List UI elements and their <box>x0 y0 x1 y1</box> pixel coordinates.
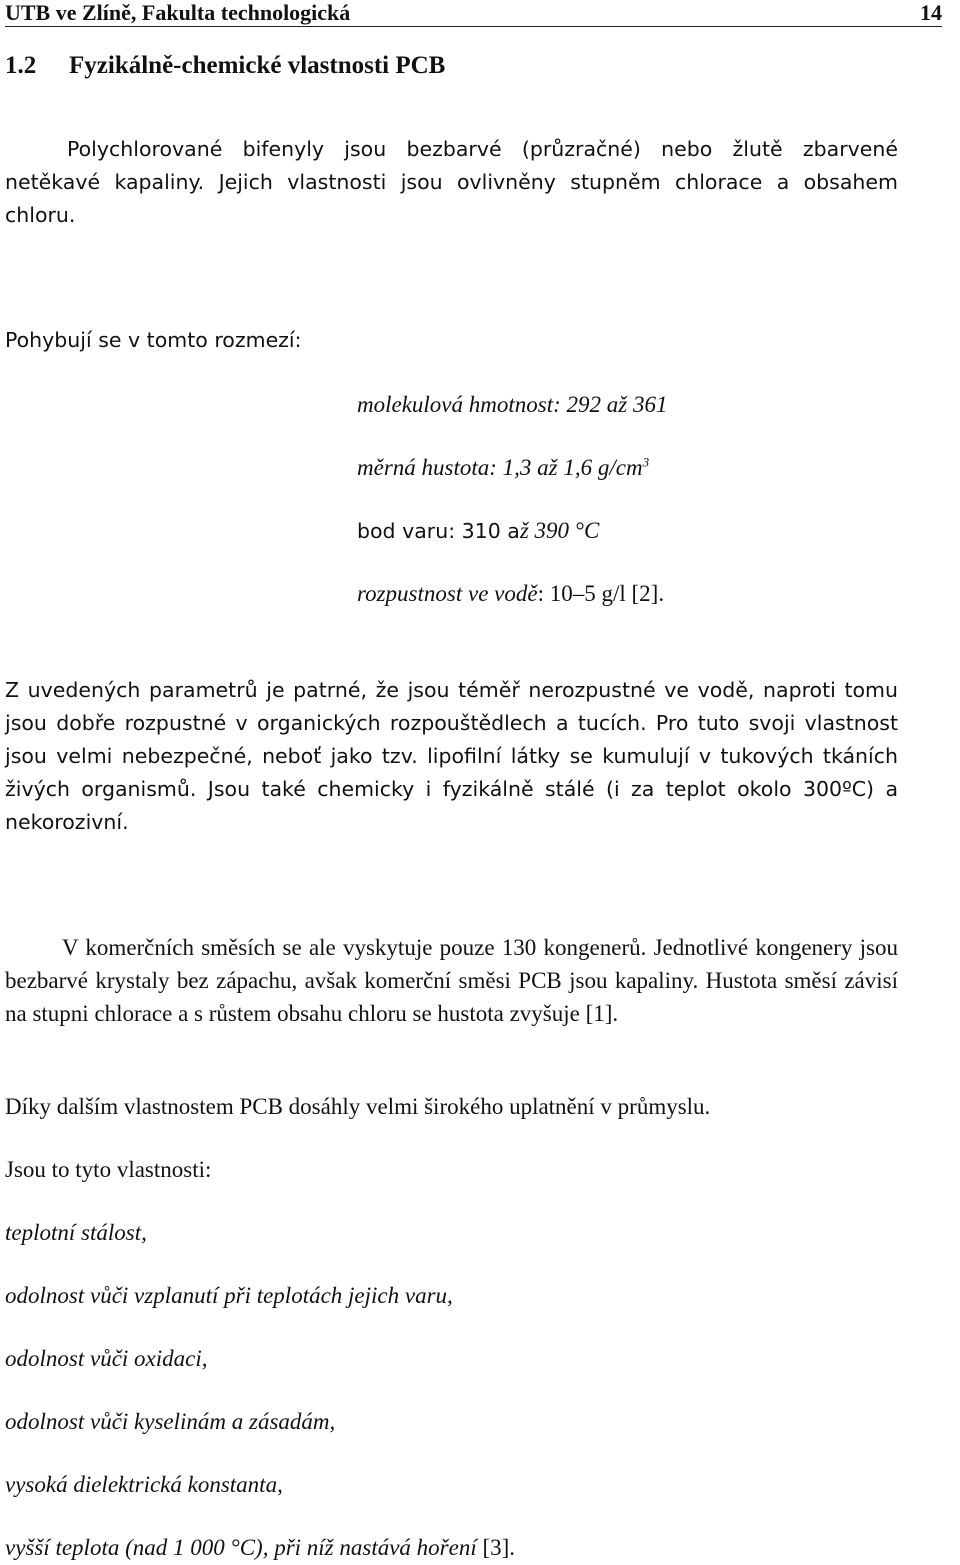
density-exponent: 3 <box>642 454 650 470</box>
solubility-label: rozpustnost ve vodě <box>357 581 538 606</box>
page-header <box>5 0 942 27</box>
last-item-text: vyšší teplota (nad 1 000 °C), při níž nastává hoření <box>5 1535 477 1560</box>
property-solubility <box>357 581 664 607</box>
property-density <box>357 455 649 481</box>
last-item-citation: [3]. <box>476 1535 516 1560</box>
property-boiling-point <box>357 518 599 544</box>
section-number: 1.2 <box>5 52 37 79</box>
boiling-range: ž 390 °C <box>519 518 600 543</box>
section-title: Fyzikálně-chemické vlastnosti PCB <box>69 52 446 79</box>
paragraph-congeners: V komerčních směsích se ale vyskytuje pouze 130 kongenerů. Jednotlivé kongenery jsou bezbarvé krystaly bez zápachu, avšak komerční směsi PCB jsou kapaliny. Hustota směsí závisí na stupni chlorace a s růstem obsahu chloru se hustota zvyšuje [1]. <box>5 935 898 1026</box>
list-item: vysoká dielektrická konstanta, <box>5 1472 283 1497</box>
range-intro: Pohybují se v tomto rozmezí: <box>5 328 302 352</box>
solubility-value: : 10–5 g/l [2]. <box>537 581 665 606</box>
density-text: měrná hustota: 1,3 až 1,6 g/cm <box>357 455 643 480</box>
list-intro: Jsou to tyto vlastnosti: <box>5 1157 212 1182</box>
list-item: odolnost vůči vzplanutí při teplotách jejich varu, <box>5 1283 453 1308</box>
boiling-label: bod varu: 310 a <box>357 519 520 543</box>
paragraph-parameters: Z uvedených parametrů je patrné, že jsou téměř nerozpustné ve vodě, naproti tomu jsou dobře rozpustné v organických rozpouštědlech a tucích. Pro tuto svoji vlastnost jsou velmi nebezpečné, neboť jako tzv. lipofilní látky se kumulují v tukových tkáních živých organismů. Jsou také chemicky i fyzikálně stálé (i za teplot okolo 300ºC) a nekorozivní. <box>5 678 898 834</box>
paragraph-applications: Díky dalším vlastnostem PCB dosáhly velmi širokého uplatnění v průmyslu. <box>5 1094 711 1119</box>
list-item: teplotní stálost, <box>5 1220 147 1245</box>
header-title: UTB ve Zlíně, Fakulta technologická <box>5 0 351 25</box>
page-number: 14 <box>920 0 942 25</box>
list-item: odolnost vůči kyselinám a zásadám, <box>5 1409 336 1434</box>
list-item-last <box>5 1535 515 1561</box>
section-heading <box>5 52 445 80</box>
list-item: odolnost vůči oxidaci, <box>5 1346 208 1371</box>
property-molecular-weight: molekulová hmotnost: 292 až 361 <box>357 392 668 417</box>
paragraph-intro: Polychlorované bifenyly jsou bezbarvé (průzračné) nebo žlutě zbarvené netěkavé kapaliny. Jejich vlastnosti jsou ovlivněny stupněm chlorace a obsahem chloru. <box>5 137 898 227</box>
